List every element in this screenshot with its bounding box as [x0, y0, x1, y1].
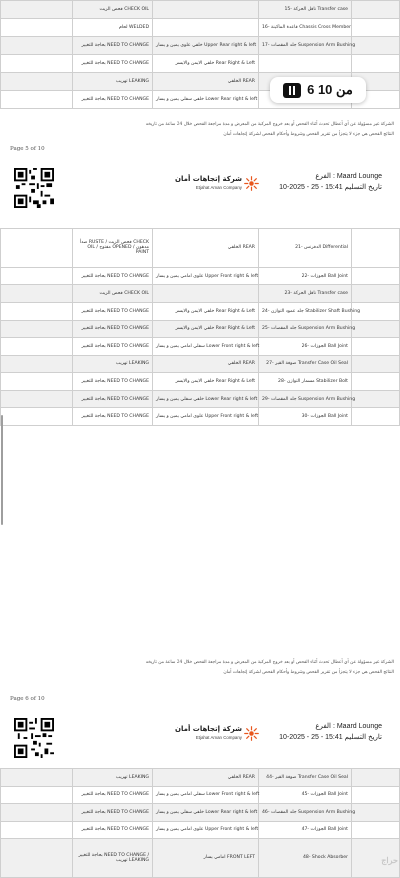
company-name-en: Etjahat Aman Company [195, 735, 242, 740]
status-cell [1, 1, 73, 19]
table-row [1, 19, 400, 37]
blank-cell [352, 55, 400, 73]
position-cell: الخلفي REAR [153, 355, 259, 373]
position-cell [153, 1, 259, 19]
table-row [1, 1, 400, 19]
blank-cell [352, 390, 400, 408]
position-cell: علوي امامي يمين و يسار Upper Front right & left [153, 267, 259, 285]
blank-cell [352, 37, 400, 55]
status-cell [1, 285, 73, 303]
sun-logo-icon [244, 176, 259, 191]
position-cell: خلفي سفلي يمين و يسار Lower Rear right & left [153, 91, 259, 109]
page-counter-text: 6 من 10 [307, 82, 353, 97]
status-cell [1, 338, 73, 356]
page-label: Page 5 of 10 [10, 146, 45, 152]
condition-cell: بحاجة للتغيير NEED TO CHANGE [73, 804, 153, 822]
status-cell [1, 804, 73, 822]
status-cell [1, 73, 73, 91]
disclaimer-line: النتائج الفحص هي جزء لا يتجزأ من تقرير الفحص وشروط وأحكام الفحص لشركة إتجاهات أمان [223, 670, 394, 675]
table-row [1, 320, 400, 338]
condition-cell: بحاجة للتغيير NEED TO CHANGE / تهريب LEAKING [73, 839, 153, 878]
company-name-en: Etjahat Aman Company [195, 185, 242, 190]
blank-cell [352, 355, 400, 373]
table-row [1, 821, 400, 839]
status-cell [1, 821, 73, 839]
item-cell [259, 55, 352, 73]
item-cell: 23- ناقل الحركة Transfer case [259, 285, 352, 303]
table-row [1, 390, 400, 408]
blank-cell [352, 408, 400, 426]
table-row [1, 769, 400, 787]
item-cell: 45- الجوزات Ball Joint [259, 786, 352, 804]
status-cell [1, 91, 73, 109]
condition-cell: فحص الزيت CHECK OIL [73, 1, 153, 19]
position-cell: خلفي الايمن والايسر Rear Right & Left [153, 302, 259, 320]
item-cell: 21- الدفرنس Differential [259, 229, 352, 268]
blank-cell [352, 769, 400, 787]
blank-cell [352, 373, 400, 391]
branch-label: الفرع : Maard Lounge [315, 173, 382, 180]
disclaimer-line: الشركة غير مسؤولة عن أي أعطال تحدث أثناء الفحص أو بعد خروج المركبة من المعرض و مدة مراجعة الفحص خلال 24 ساعة من تاريخه [145, 122, 394, 127]
condition-cell: بحاجة للتغيير NEED TO CHANGE [73, 320, 153, 338]
blank-cell [352, 285, 400, 303]
status-cell [1, 320, 73, 338]
condition-cell: بحاجة للتغيير NEED TO CHANGE [73, 338, 153, 356]
disclaimer-notes-page5 [6, 120, 394, 140]
table-row [1, 267, 400, 285]
position-cell: خلفي سفلي يمين و يسار Lower Rear right & left [153, 390, 259, 408]
condition-cell: تهريب LEAKING [73, 73, 153, 91]
qr-code-icon [14, 168, 54, 208]
disclaimer-line: الشركة غير مسؤولة عن أي أعطال تحدث أثناء الفحص أو بعد خروج المركبة من المعرض و مدة مراجعة الفحص خلال 24 ساعة من تاريخه [145, 660, 394, 665]
company-name-ar: شركة إتجاهات أمان [175, 725, 242, 733]
position-cell: خلفي علوي يمين و يسار Upper Rear right & left [153, 37, 259, 55]
company-logo [174, 723, 260, 747]
item-cell: 46- جلد المقصات Suspension Arm Bushing [259, 804, 352, 822]
condition-cell: صدأ RUSTE / فحص الزيت CHECK OIL / مفتوح OPENED / مدهون PAINT [73, 229, 153, 268]
item-cell: 26- الجوزات Ball Joint [259, 338, 352, 356]
status-cell [1, 55, 73, 73]
delivery-date: تاريخ التسليم 15:41 - 25 - 2025-10 [279, 184, 382, 191]
position-cell [153, 285, 259, 303]
sun-logo-icon [244, 726, 259, 741]
item-cell: 47- الجوزات Ball Joint [259, 821, 352, 839]
page-counter-badge[interactable] [270, 77, 366, 103]
item-cell: 24- جلد عمود التوازن Stabilizer Shaft Bushing [259, 302, 352, 320]
table-row [1, 302, 400, 320]
table-row [1, 229, 400, 268]
item-cell: 48- Shock Absorber [259, 839, 352, 878]
condition-cell: تهريب LEAKING [73, 769, 153, 787]
blank-cell [352, 229, 400, 268]
position-cell: خلفي سفلي يمين و يسار Lower Rear right & left [153, 804, 259, 822]
table-row [1, 804, 400, 822]
table-row [1, 786, 400, 804]
item-cell: 28- مسمار التوازن Stabilizer Bolt [259, 373, 352, 391]
item-cell: 27- صوفة القير Transfer Case Oil Seal [259, 355, 352, 373]
status-cell [1, 769, 73, 787]
blank-cell [352, 338, 400, 356]
blank-cell [352, 320, 400, 338]
item-cell: 17- جلد المقصات Suspension Arm Bushing [259, 37, 352, 55]
item-cell: 25- جلد المقصات Suspension Arm Bushing [259, 320, 352, 338]
position-cell: علوي امامي يمين و يسار Upper Front right & left [153, 821, 259, 839]
haraj-watermark: حراج [381, 856, 398, 865]
position-cell: خلفي الايمن والايسر Rear Right & Left [153, 373, 259, 391]
condition-cell: فحص الزيت CHECK OIL [73, 285, 153, 303]
table-row [1, 839, 400, 878]
delivery-date: تاريخ التسليم 15:41 - 25 - 2025-10 [279, 734, 382, 741]
table-row [1, 355, 400, 373]
status-cell [1, 302, 73, 320]
position-cell [153, 19, 259, 37]
item-cell: 29- جلد المقصات Suspension Arm Bushing [259, 390, 352, 408]
table-row [1, 37, 400, 55]
position-cell: علوي امامي يمين و يسار Upper Front right & left [153, 408, 259, 426]
qr-code-icon [14, 718, 54, 758]
position-cell: سفلي امامي يمين و يسار Lower Front right & left [153, 338, 259, 356]
status-cell [1, 229, 73, 268]
position-cell: امامي يسار FRONT LEFT [153, 839, 259, 878]
position-cell: الخلفي REAR [153, 769, 259, 787]
blank-cell [352, 267, 400, 285]
item-cell: 44- صوفة القير Transfer Case Oil Seal [259, 769, 352, 787]
condition-cell: بحاجة للتغيير NEED TO CHANGE [73, 390, 153, 408]
table-row [1, 338, 400, 356]
position-cell: الخلفي REAR [153, 229, 259, 268]
status-cell [1, 267, 73, 285]
item-cell: 15- ناقل الحركة Transfer case [259, 1, 352, 19]
company-name-ar: شركة إتجاهات أمان [175, 175, 242, 183]
inspection-table-page6 [0, 228, 400, 426]
condition-cell: بحاجة للتغيير NEED TO CHANGE [73, 302, 153, 320]
table-row [1, 55, 400, 73]
page-label: Page 6 of 10 [10, 696, 45, 702]
status-cell [1, 37, 73, 55]
condition-cell: تهريب LEAKING [73, 355, 153, 373]
status-cell [1, 355, 73, 373]
status-cell [1, 390, 73, 408]
status-cell [1, 839, 73, 878]
status-cell [1, 408, 73, 426]
blank-cell [352, 19, 400, 37]
condition-cell: بحاجة للتغيير NEED TO CHANGE [73, 55, 153, 73]
page-grid-icon [283, 83, 301, 98]
condition-cell: لحام WELDED [73, 19, 153, 37]
status-cell [1, 786, 73, 804]
status-cell [1, 19, 73, 37]
branch-label: الفرع : Maard Lounge [315, 723, 382, 730]
table-row [1, 373, 400, 391]
blank-cell [352, 786, 400, 804]
blank-cell [352, 1, 400, 19]
condition-cell: بحاجة للتغيير NEED TO CHANGE [73, 373, 153, 391]
blank-cell [352, 821, 400, 839]
company-logo [174, 173, 260, 197]
item-cell: 22- الجوزات Ball Joint [259, 267, 352, 285]
position-cell: خلفي الايمن والايسر Rear Right & Left [153, 55, 259, 73]
disclaimer-line: النتائج الفحص هي جزء لا يتجزأ من تقرير الفحص وشروط وأحكام الفحص لشركة إتجاهات أمان [223, 132, 394, 137]
position-cell: الخلفي REAR [153, 73, 259, 91]
condition-cell: بحاجة للتغيير NEED TO CHANGE [73, 408, 153, 426]
condition-cell: بحاجة للتغيير NEED TO CHANGE [73, 91, 153, 109]
page6-header [0, 162, 400, 228]
condition-cell: بحاجة للتغيير NEED TO CHANGE [73, 267, 153, 285]
item-cell: 30- الجوزات Ball Joint [259, 408, 352, 426]
condition-cell: بحاجة للتغيير NEED TO CHANGE [73, 37, 153, 55]
status-cell [1, 373, 73, 391]
blank-cell [352, 804, 400, 822]
scrollbar[interactable] [1, 415, 3, 525]
position-cell: سفلي امامي يمين و يسار Lower Front right & left [153, 786, 259, 804]
disclaimer-notes-page6 [6, 658, 394, 678]
condition-cell: بحاجة للتغيير NEED TO CHANGE [73, 821, 153, 839]
table-row [1, 285, 400, 303]
table-row [1, 408, 400, 426]
condition-cell: بحاجة للتغيير NEED TO CHANGE [73, 786, 153, 804]
position-cell: خلفي الايمن والايسر Rear Right & Left [153, 320, 259, 338]
inspection-table-page7 [0, 768, 400, 878]
item-cell: 16- قاعدة الماكينة Chassis Cross Member [259, 19, 352, 37]
